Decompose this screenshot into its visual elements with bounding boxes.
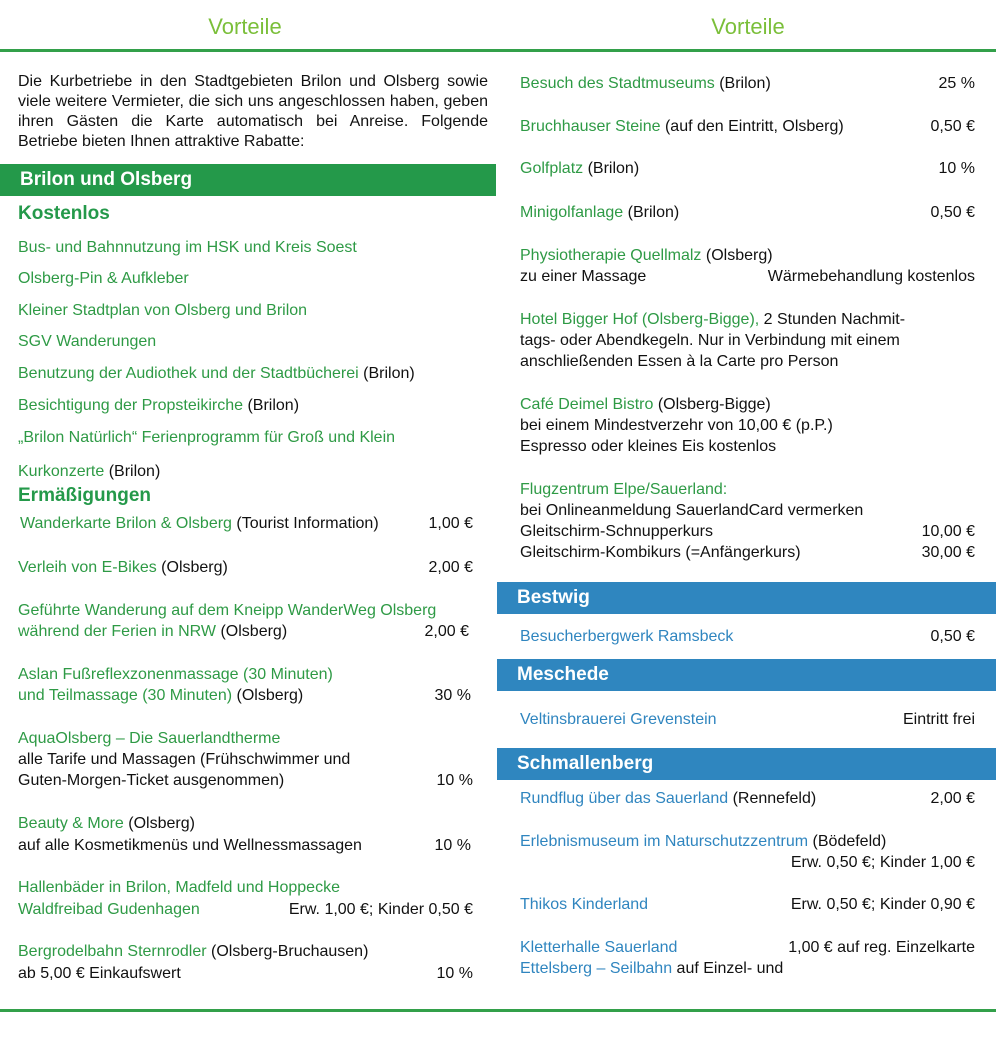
discount-item: AquaOlsberg – Die Sauerlandtherme	[18, 730, 281, 747]
offer-item-line: bei Onlineanmeldung SauerlandCard vermerken	[520, 502, 864, 519]
offer-item-line: bei einem Mindestverzehr von 10,00 € (p.P.)	[520, 417, 833, 434]
discount-item: Wanderkarte Brilon & Olsberg (Tourist Information)	[20, 515, 379, 532]
free-item: SGV Wanderungen	[18, 333, 157, 350]
left-column-title: Vorteile	[208, 14, 282, 39]
discount-value: 2,00 €	[424, 623, 469, 640]
offer-value: 0,50 €	[930, 628, 975, 645]
offer-value: 10 %	[938, 160, 975, 177]
discount-item: Bergrodelbahn Sternrodler (Olsberg-Bruchausen)	[18, 943, 369, 960]
offer-item: Thikos Kinderland	[520, 896, 649, 913]
discount-item: Verleih von E-Bikes (Olsberg)	[18, 559, 228, 576]
offer-item: Besucherbergwerk Ramsbeck	[520, 628, 734, 645]
free-item: Bus- und Bahnnutzung im HSK und Kreis Soest	[18, 239, 357, 256]
offer-item-line: zu einer Massage	[520, 268, 647, 285]
offer-item: Physiotherapie Quellmalz (Olsberg)	[520, 247, 773, 264]
offer-item: Erlebnismuseum im Naturschutzzentrum (Bödefeld)	[520, 833, 887, 850]
discount-value: 10 %	[436, 965, 473, 982]
offer-item: Bruchhauser Steine (auf den Eintritt, Olsberg)	[520, 118, 844, 135]
discount-item-line: ab 5,00 € Einkaufswert	[18, 965, 181, 982]
offer-item-line: Espresso oder kleines Eis kostenlos	[520, 438, 777, 455]
discount-item-line: alle Tarife und Massagen (Frühschwimmer und	[18, 751, 351, 768]
offer-item: Ettelsberg – Seilbahn auf Einzel- und	[520, 960, 784, 977]
offer-item: Flugzentrum Elpe/Sauerland:	[520, 481, 728, 498]
discount-value: 1,00 €	[428, 515, 473, 532]
discount-value: 2,00 €	[428, 559, 473, 576]
offer-item-line: anschließenden Essen à la Carte pro Person	[520, 353, 839, 370]
offer-value: 2,00 €	[930, 790, 975, 807]
discount-item: Geführte Wanderung auf dem Kneipp WanderWeg Olsberg	[18, 602, 437, 619]
free-item: Olsberg-Pin & Aufkleber	[18, 270, 189, 287]
offer-item: Veltinsbrauerei Grevenstein	[520, 711, 717, 728]
discount-item-line: während der Ferien in NRW (Olsberg)	[18, 623, 288, 640]
intro-text: Die Kurbetriebe in den Stadtgebieten Brilon und Olsberg sowie viele weitere Vermieter, die sich uns angeschlossen haben, geben ihren Gästen die Karte automatisch bei Anreise. Folgende Betriebe bieten Ihnen attraktive Rabatte:	[18, 73, 488, 150]
offer-value: Erw. 0,50 €; Kinder 0,90 €	[790, 896, 975, 913]
free-item: Besichtigung der Propsteikirche (Brilon)	[18, 397, 300, 414]
offer-item: Café Deimel Bistro (Olsberg-Bigge)	[520, 396, 771, 413]
bottom-rule	[0, 1009, 996, 1012]
discount-item: Beauty & More (Olsberg)	[18, 815, 195, 832]
offer-value: Eintritt frei	[902, 711, 975, 728]
offer-value: 10,00 €	[921, 523, 975, 540]
discount-value: 10 %	[434, 837, 471, 854]
offer-value: 0,50 €	[930, 118, 975, 135]
discount-item-line: Guten-Morgen-Ticket ausgenommen)	[18, 772, 285, 789]
offer-value: 1,00 € auf reg. Einzelkarte	[788, 939, 975, 956]
discount-value: Erw. 1,00 €; Kinder 0,50 €	[288, 901, 473, 918]
offer-value: 30,00 €	[921, 544, 975, 561]
offer-item: Minigolfanlage (Brilon)	[520, 204, 680, 221]
discount-item-line: Waldfreibad Gudenhagen	[18, 901, 200, 918]
offer-item-line: Gleitschirm-Schnupperkurs	[520, 523, 713, 540]
offer-value: 25 %	[938, 75, 975, 92]
offer-item-line: Gleitschirm-Kombikurs (=Anfängerkurs)	[520, 544, 801, 561]
offer-item: Rundflug über das Sauerland (Rennefeld)	[520, 790, 817, 807]
section-meschede: Meschede	[497, 659, 996, 691]
offer-item: Kletterhalle Sauerland	[520, 939, 678, 956]
discount-item: Hallenbäder in Brilon, Madfeld und Hoppecke	[18, 879, 340, 896]
discount-item-line: und Teilmassage (30 Minuten) (Olsberg)	[18, 687, 304, 704]
discount-item: Aslan Fußreflexzonenmassage (30 Minuten)	[18, 666, 333, 683]
free-item: Kleiner Stadtplan von Olsberg und Brilon	[18, 302, 308, 319]
offer-value: Wärmebehandlung kostenlos	[767, 268, 975, 285]
discount-item-line: auf alle Kosmetikmenüs und Wellnessmassagen	[18, 837, 362, 854]
section-schmallenberg: Schmallenberg	[497, 748, 996, 780]
section-bestwig: Bestwig	[497, 582, 996, 614]
section-brilon-olsberg: Brilon und Olsberg	[0, 164, 496, 196]
free-item: Kurkonzerte (Brilon)	[18, 463, 161, 480]
top-rule	[0, 49, 996, 52]
offer-item: Golfplatz (Brilon)	[520, 160, 640, 177]
offer-item: Besuch des Stadtmuseums (Brilon)	[520, 75, 771, 92]
free-item: Benutzung der Audiothek und der Stadtbücherei (Brilon)	[18, 365, 415, 382]
discount-value: 10 %	[436, 772, 473, 789]
free-item: „Brilon Natürlich“ Ferienprogramm für Groß und Klein	[18, 429, 396, 446]
heading-kostenlos: Kostenlos	[18, 203, 110, 224]
heading-ermaessigungen: Ermäßigungen	[18, 485, 152, 506]
right-column-title: Vorteile	[711, 14, 785, 39]
discount-value: 30 %	[434, 687, 471, 704]
offer-item-line: tags- oder Abendkegeln. Nur in Verbindung mit einem	[520, 332, 900, 349]
offer-item: Hotel Bigger Hof (Olsberg-Bigge), 2 Stunden Nachmit-	[520, 311, 906, 328]
offer-value: Erw. 0,50 €; Kinder 1,00 €	[790, 854, 975, 871]
offer-value: 0,50 €	[930, 204, 975, 221]
